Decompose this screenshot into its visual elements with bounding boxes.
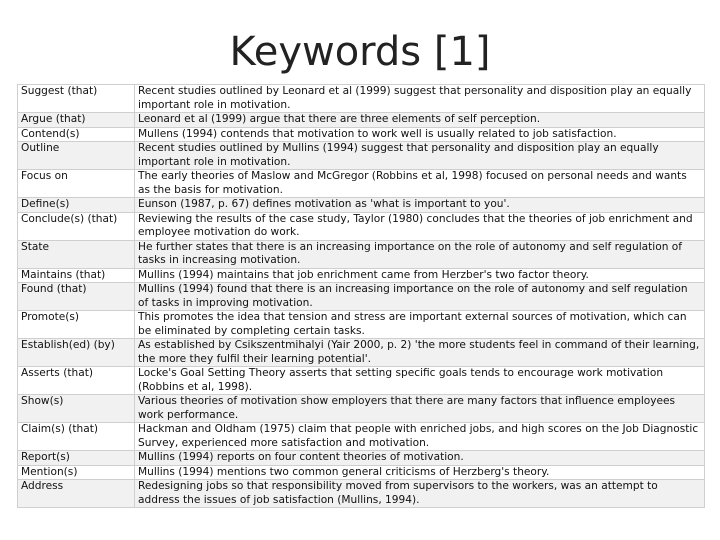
table-row [18,423,705,451]
example-cell: Hackman and Oldham (1975) claim that people with enriched jobs, and high scores on the Job Diagnostic Survey, experienced more satisfaction and motivation. [135,423,705,451]
table-row [18,113,705,128]
table-row [18,198,705,213]
keyword-cell: Establish(ed) (by) [18,339,135,367]
table-row [18,127,705,142]
example-cell: He further states that there is an increasing importance on the role of autonomy and self regulation of tasks in increasing motivation. [135,240,705,268]
table-row [18,142,705,170]
slide-title: Keywords [1] [229,29,491,75]
keyword-cell: Conclude(s) (that) [18,212,135,240]
table-row [18,240,705,268]
keywords-table-body [18,85,705,508]
keyword-cell: Focus on [18,170,135,198]
keyword-cell: Promote(s) [18,311,135,339]
example-cell: Locke's Goal Setting Theory asserts that setting specific goals tends to encourage work motivation (Robbins et al, 1998). [135,367,705,395]
keyword-cell: Address [18,480,135,508]
example-cell: The early theories of Maslow and McGregor (Robbins et al, 1998) focused on personal needs and wants as the basis for motivation. [135,170,705,198]
keyword-cell: Define(s) [18,198,135,213]
keyword-cell: Suggest (that) [18,85,135,113]
table-row [18,170,705,198]
table-row [18,85,705,113]
example-cell: This promotes the idea that tension and stress are important external sources of motivation, which can be eliminated by completing certain tasks. [135,311,705,339]
example-cell: Redesigning jobs so that responsibility moved from supervisors to the workers, was an attempt to address the issues of job satisfaction (Mullins, 1994). [135,480,705,508]
example-cell: Eunson (1987, p. 67) defines motivation as 'what is important to you'. [135,198,705,213]
example-cell: Various theories of motivation show employers that there are many factors that influence employees work performance. [135,395,705,423]
keyword-cell: Argue (that) [18,113,135,128]
table-row [18,268,705,283]
keyword-cell: Report(s) [18,451,135,466]
keyword-cell: Outline [18,142,135,170]
table-row [18,339,705,367]
table-row [18,480,705,508]
keyword-cell: Mention(s) [18,465,135,480]
keyword-cell: Found (that) [18,283,135,311]
table-row [18,451,705,466]
example-cell: Recent studies outlined by Mullins (1994) suggest that personality and disposition play an equally important role in motivation. [135,142,705,170]
example-cell: Mullins (1994) maintains that job enrichment came from Herzber's two factor theory. [135,268,705,283]
example-cell: Leonard et al (1999) argue that there are three elements of self perception. [135,113,705,128]
table-row [18,395,705,423]
keyword-cell: Show(s) [18,395,135,423]
example-cell: Reviewing the results of the case study, Taylor (1980) concludes that the theories of job enrichment and employee motivation do work. [135,212,705,240]
table-row [18,212,705,240]
keyword-cell: Asserts (that) [18,367,135,395]
table-row [18,311,705,339]
keyword-cell: Maintains (that) [18,268,135,283]
keyword-cell: Claim(s) (that) [18,423,135,451]
table-row [18,465,705,480]
keyword-cell: State [18,240,135,268]
example-cell: Mullins (1994) mentions two common general criticisms of Herzberg's theory. [135,465,705,480]
example-cell: Mullens (1994) contends that motivation to work well is usually related to job satisfaction. [135,127,705,142]
example-cell: Mullins (1994) reports on four content theories of motivation. [135,451,705,466]
keywords-table [17,84,705,508]
example-cell: Recent studies outlined by Leonard et al (1999) suggest that personality and disposition play an equally important role in motivation. [135,85,705,113]
keyword-cell: Contend(s) [18,127,135,142]
example-cell: Mullins (1994) found that there is an increasing importance on the role of autonomy and self regulation of tasks in improving motivation. [135,283,705,311]
table-row [18,367,705,395]
table-row [18,283,705,311]
example-cell: As established by Csikszentmihalyi (Yair 2000, p. 2) 'the more students feel in command of their learning, the more they fulfil their learning potential'. [135,339,705,367]
